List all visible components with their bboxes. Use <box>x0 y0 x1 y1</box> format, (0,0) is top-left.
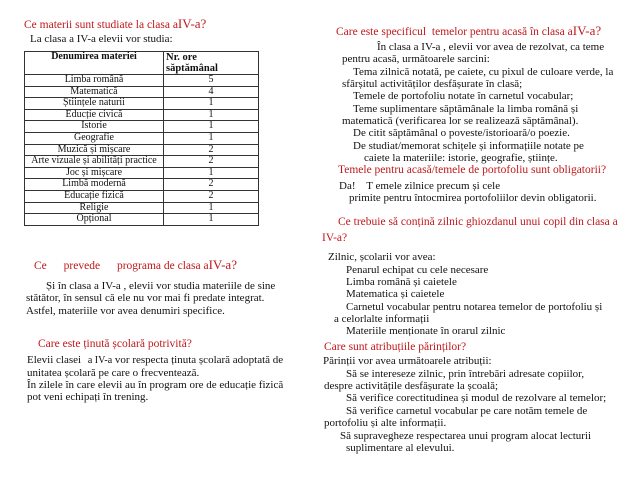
table-row <box>25 144 259 156</box>
homework-line-5: Temele de portofoliu notate în carnetul vocabular; <box>353 90 574 102</box>
mandatory-line-1: Da! T emele zilnice precum și cele <box>339 180 501 192</box>
header-hours: Nr. ore săptămânal <box>164 52 259 75</box>
backpack-line-1: Zilnic, școlarii vor avea: <box>328 251 436 263</box>
table-row <box>25 86 259 98</box>
subject-hours-cell: 2 <box>164 190 259 202</box>
question-curriculum: Ce prevede programa de clasa aIV-a? <box>34 257 237 272</box>
homework-line-9: De studiat/memorat schițele și informațiile notate pe <box>353 140 584 152</box>
question-backpack: Ce trebuie să conțină zilnic ghiozdanul unui copil din clasa a <box>338 216 618 228</box>
parents-line-7: Să supravegheze respectarea unui program alocat lecturii <box>340 430 592 442</box>
table-row <box>25 75 259 87</box>
curriculum-line-2: stătător, în sensul că ele nu vor mai fi predate integrat. <box>26 292 265 304</box>
subjects-intro: La clasa a IV-a elevii vor studia: <box>30 33 173 45</box>
homework-line-7: matematică (verificarea lor se realizează săptămânal). <box>342 115 579 127</box>
table-row <box>25 109 259 121</box>
parents-line-6: portofoliu și alte informații. <box>324 417 447 429</box>
header-subject-name: Denumirea materiei <box>25 52 164 75</box>
backpack-line-3: Limba română și caietele <box>346 276 457 288</box>
backpack-line-2: Penarul echipat cu cele necesare <box>346 264 489 276</box>
question-uniform: Care este ținută școlară potrivită? <box>38 338 192 350</box>
parents-line-5: Să verifice carnetul vocabular pe care notăm temele de <box>346 405 588 417</box>
subject-name-cell: Joc și mișcare <box>25 167 164 179</box>
subject-name-cell: Religie <box>25 202 164 214</box>
table-row <box>25 121 259 133</box>
subject-hours-cell: 2 <box>164 156 259 168</box>
table-row <box>25 202 259 214</box>
subject-hours-cell: 1 <box>164 109 259 121</box>
backpack-line-4: Matematica și caietele <box>346 288 445 300</box>
subjects-table <box>24 51 259 226</box>
subjects-table-body <box>25 75 259 226</box>
parents-line-3: despre activitățile desfășurate la școală; <box>324 380 499 392</box>
subject-hours-cell: 5 <box>164 75 259 87</box>
mandatory-line-2: primite pentru întocmirea portofoliilor devin obligatorii. <box>349 192 597 204</box>
question-parents: Care sunt atribuțiile părinților? <box>324 341 467 353</box>
subject-name-cell: Educție civică <box>25 109 164 121</box>
backpack-line-6: a celorlalte informații <box>334 313 430 325</box>
backpack-line-5: Carnetul vocabular pentru notarea temelor de portofoliu și <box>346 301 603 313</box>
parents-line-8: suplimentare al elevului. <box>346 442 455 454</box>
subject-name-cell: Științele naturii <box>25 98 164 110</box>
subject-hours-cell: 1 <box>164 167 259 179</box>
table-row <box>25 132 259 144</box>
uniform-line-4: pot veni echipați în trening. <box>27 391 149 403</box>
table-row <box>25 214 259 226</box>
parents-line-1: Părinții vor avea următoarele atribuții: <box>323 355 492 367</box>
question-mandatory: Temele pentru acasă/temele de portofoliu sunt obligatorii? <box>338 164 607 176</box>
parents-line-2: Să se intereseze zilnic, prin întrebări adresate copiilor, <box>346 368 585 380</box>
table-row <box>25 98 259 110</box>
subject-hours-cell: 2 <box>164 179 259 191</box>
homework-line-10: caiete la materiile: istorie, geografie, științe. <box>364 152 558 164</box>
subject-name-cell: Istorie <box>25 121 164 133</box>
question-homework: Care este specificul temelor pentru acasă în clasa aIV-a? <box>336 23 602 38</box>
subject-name-cell: Educație fizică <box>25 190 164 202</box>
backpack-line-7: Materiile menționate în orarul zilnic <box>346 325 506 337</box>
subject-name-cell: Muzică și mișcare <box>25 144 164 156</box>
subject-hours-cell: 2 <box>164 144 259 156</box>
subject-hours-cell: 1 <box>164 132 259 144</box>
homework-line-6: Teme suplimentare săptămânale la limba română și <box>353 103 579 115</box>
subject-name-cell: Arte vizuale și abilități practice <box>25 156 164 168</box>
homework-line-4: sfârșitul activităților desfășurate în clasă; <box>342 78 523 90</box>
curriculum-line-3: Astfel, materiile vor avea denumiri specifice. <box>26 305 225 317</box>
subject-hours-cell: 1 <box>164 121 259 133</box>
homework-line-8: De citit săptămânal o poveste/istorioară/o poezie. <box>353 127 570 139</box>
curriculum-line-1: Și în clasa a IV-a , elevii vor studia materiile de sine <box>46 280 276 292</box>
table-row <box>25 179 259 191</box>
subject-name-cell: Geografie <box>25 132 164 144</box>
subject-hours-cell: 4 <box>164 86 259 98</box>
subject-name-cell: Opțional <box>25 214 164 226</box>
uniform-line-3: În zilele în care elevii au în program ore de educație fizică <box>27 379 284 391</box>
table-row <box>25 190 259 202</box>
subject-hours-cell: 1 <box>164 98 259 110</box>
homework-line-1: În clasa a IV-a , elevii vor avea de rezolvat, ca teme <box>377 41 605 53</box>
table-row <box>25 167 259 179</box>
uniform-line-1: Elevii clasei a IV-a vor respecta ținuta școlară adoptată de <box>27 354 284 366</box>
parents-line-4: Să verifice corectitudinea și modul de rezolvare al temelor; <box>346 392 607 404</box>
homework-line-3: Tema zilnică notată, pe caiete, cu pixul de culoare verde, la <box>353 66 614 78</box>
homework-line-2: pentru acasă, următoarele sarcini: <box>342 53 490 65</box>
subject-name-cell: Limbă modernă <box>25 179 164 191</box>
question-subjects: Ce materii sunt studiate la clasa aIV-a? <box>24 16 207 31</box>
question-backpack-cont: IV-a? <box>322 232 348 244</box>
uniform-line-2: unitatea școlară pe care o frecventează. <box>27 367 200 379</box>
subject-name-cell: Limba română <box>25 75 164 87</box>
table-row <box>25 156 259 168</box>
subject-name-cell: Matematică <box>25 86 164 98</box>
subject-hours-cell: 1 <box>164 214 259 226</box>
subject-hours-cell: 1 <box>164 202 259 214</box>
